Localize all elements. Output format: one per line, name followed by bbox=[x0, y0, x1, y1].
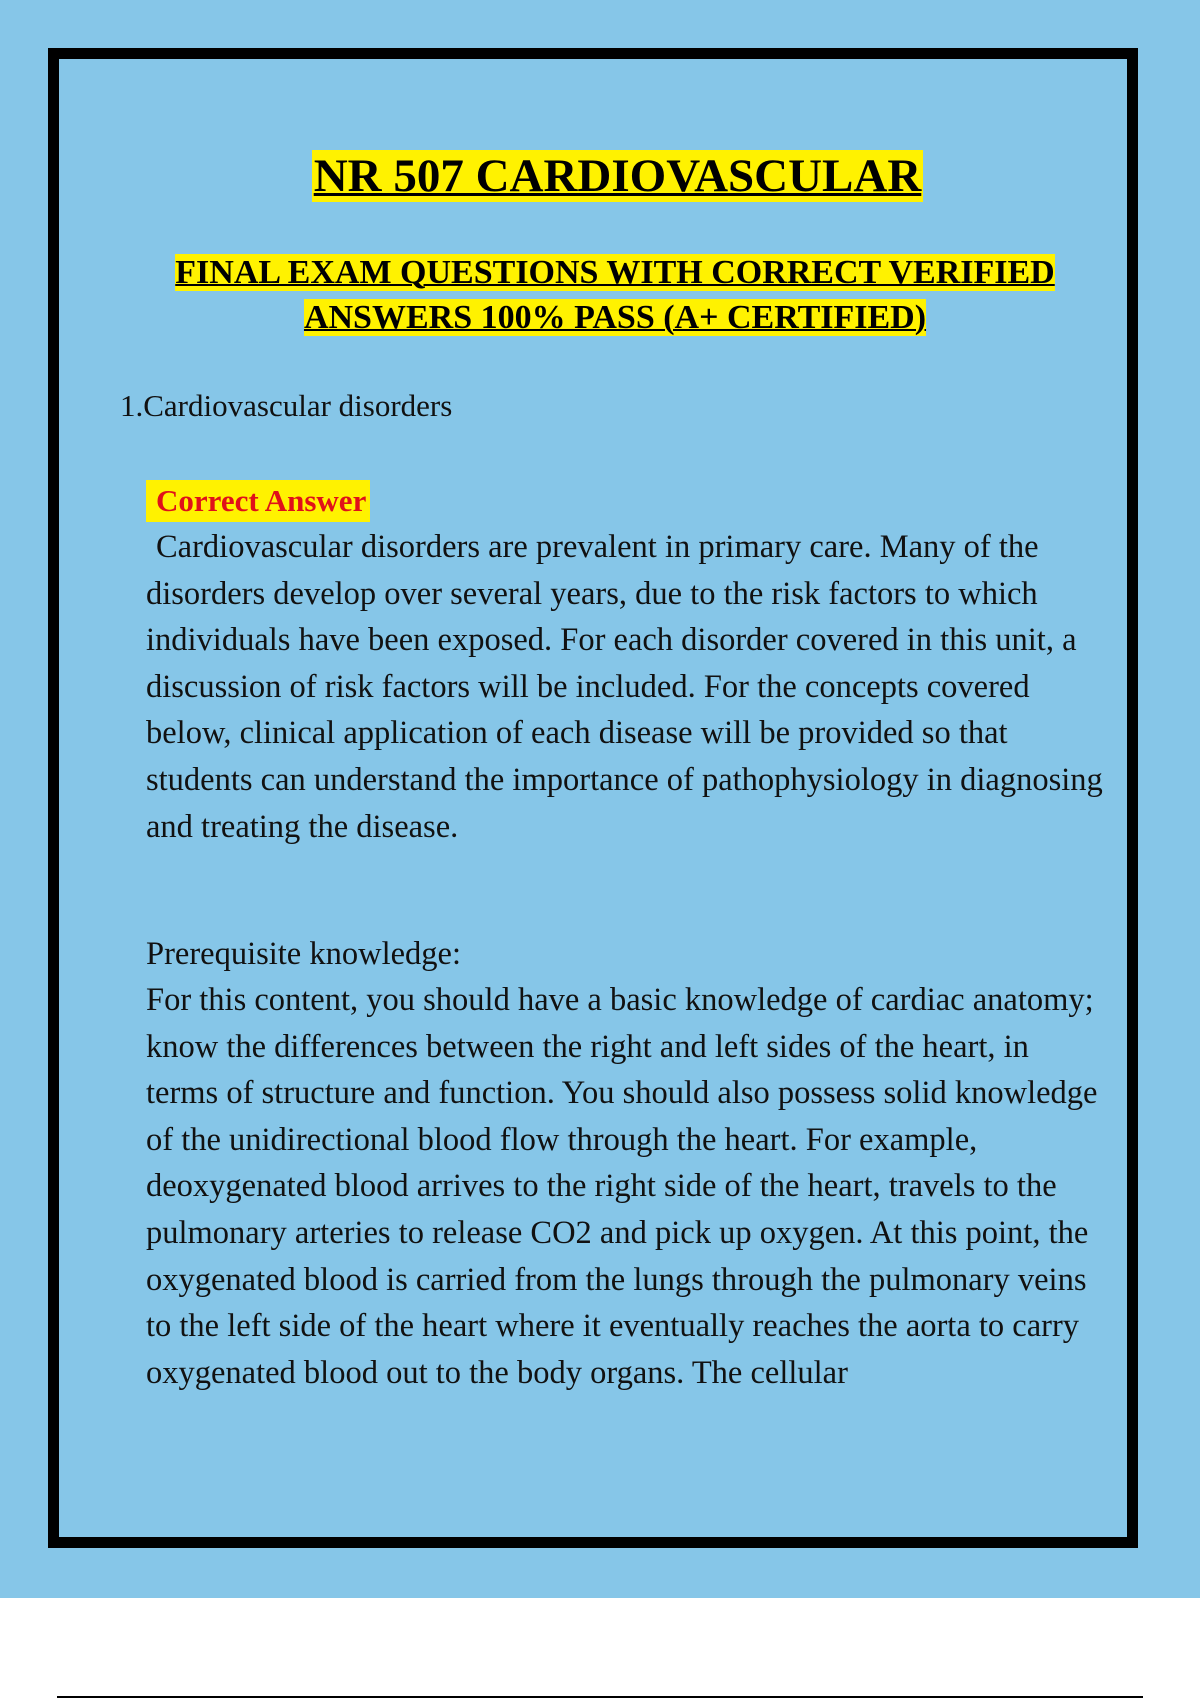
document-subtitle: FINAL EXAM QUESTIONS WITH CORRECT VERIFIED ANSWERS 100% PASS (A+ CERTIFIED) bbox=[175, 254, 1055, 336]
prerequisite-heading: Prerequisite knowledge: bbox=[146, 936, 461, 972]
answer-paragraph: Cardiovascular disorders are prevalent in primary care. Many of the disorders develop over several years, due to the risk factors to which individuals have been exposed. For each disorder covered in this unit, a discussion of risk factors will be included. For the concepts covered below, clinical application of each disease will be provided so that students can understand the importance of pathophysiology in diagnosing and treating the disease. bbox=[146, 529, 1103, 845]
document-title: NR 507 CARDIOVASCULAR bbox=[313, 150, 922, 202]
prerequisite-paragraph: For this content, you should have a basic knowledge of cardiac anatomy; know the differences between the right and left sides of the heart, in terms of structure and function. You should also possess solid knowledge of the unidirectional blood flow through the heart. For example, deoxygenated blood arrives to the right side of the heart, travels to the pulmonary arteries to release CO2 and pick up oxygen. At this point, the oxygenated blood is carried from the lungs through the pulmonary veins to the left side of the heart where it eventually reaches the aorta to carry oxygenated blood out to the body organs. The cellular bbox=[146, 982, 1098, 1391]
question-heading: 1.Cardiovascular disorders bbox=[120, 388, 453, 423]
footer-divider bbox=[57, 1696, 1143, 1698]
correct-answer-label: Correct Answer bbox=[146, 480, 370, 522]
title-container bbox=[0, 150, 1200, 202]
subtitle-container bbox=[140, 250, 1090, 340]
